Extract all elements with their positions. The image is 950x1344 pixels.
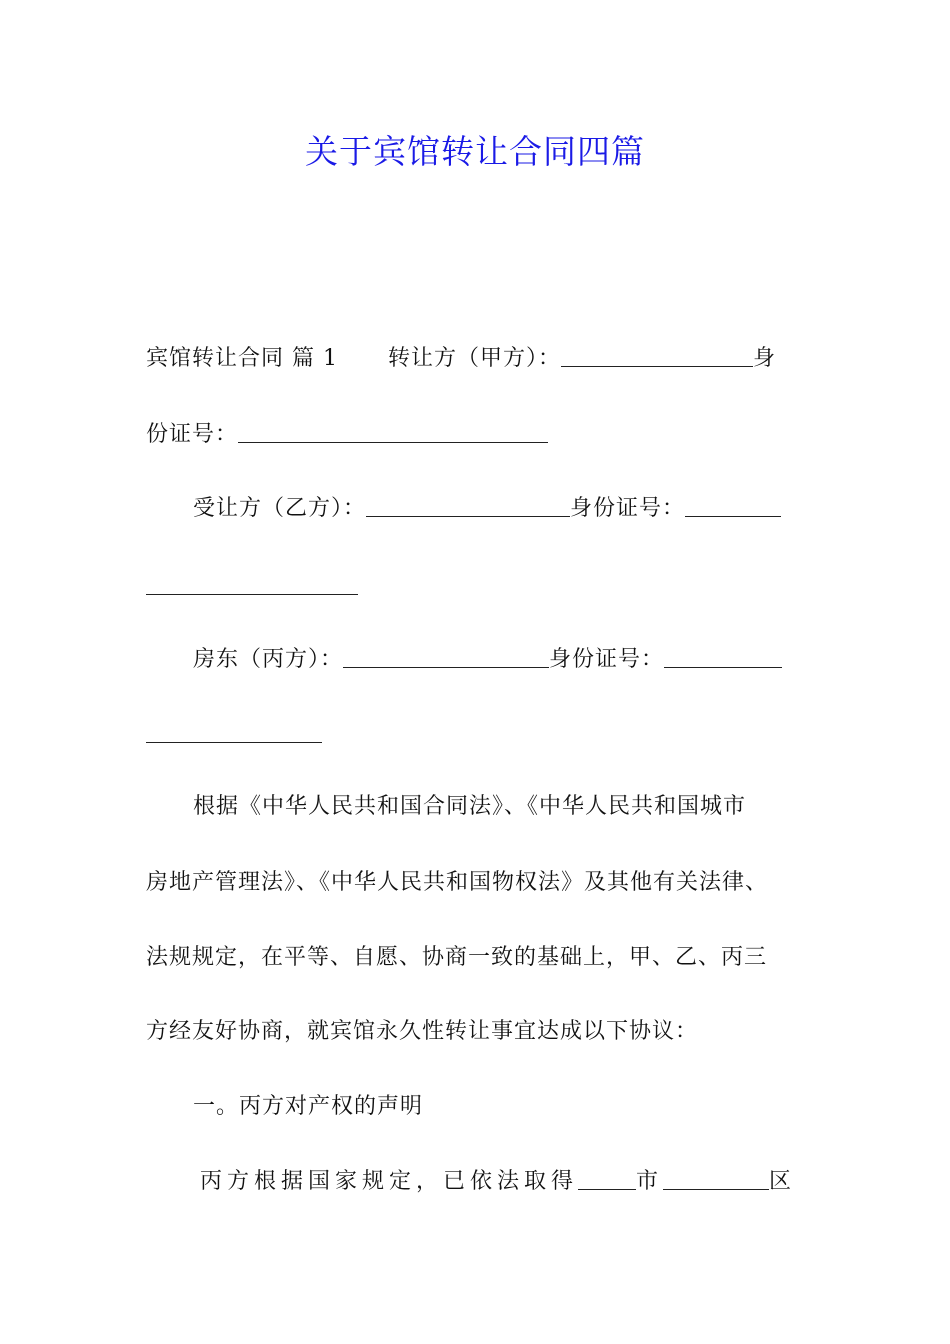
id-prefix: 身 xyxy=(753,346,777,371)
city-blank xyxy=(578,1167,636,1190)
district-blank xyxy=(663,1167,769,1190)
landlord-id-blank xyxy=(664,645,782,668)
transferor-name-blank xyxy=(561,344,753,367)
paragraph-line-1: 根据《中华人民共和国合同法》、《中华人民共和国城市 xyxy=(193,794,747,819)
transferee-id-blank-continued xyxy=(146,593,358,595)
transferor-id-line xyxy=(146,418,548,452)
paragraph-line-3: 法规规定，在平等、自愿、协商一致的基础上，甲、乙、丙三 xyxy=(146,945,768,970)
transferor-line xyxy=(146,342,776,376)
district-label: 区 xyxy=(769,1169,797,1194)
contract-heading: 宾馆转让合同 篇 1 xyxy=(146,346,338,371)
document-title: 关于宾馆转让合同四篇 xyxy=(305,132,645,171)
landlord-id-blank-continued xyxy=(146,741,322,743)
landlord-name-blank xyxy=(343,645,549,668)
city-label: 市 xyxy=(636,1169,664,1194)
paragraph-line-2: 房地产管理法》、《中华人民共和国物权法》及其他有关法律、 xyxy=(146,870,769,895)
transferee-line xyxy=(193,492,781,526)
transferor-id-label: 份证号： xyxy=(146,422,239,447)
property-text: 丙方根据国家规定，已依法取得 xyxy=(200,1169,579,1194)
transferee-id-blank xyxy=(685,494,781,517)
transferee-label: 受让方（乙方）： xyxy=(193,496,367,521)
landlord-id-label: 身份证号： xyxy=(549,647,665,672)
landlord-label: 房东（丙方）： xyxy=(193,647,344,672)
transferor-label: 转让方（甲方）： xyxy=(387,346,561,371)
transferee-name-blank xyxy=(366,494,570,517)
section-heading: 一。丙方对产权的声明 xyxy=(193,1094,424,1119)
transferor-id-blank xyxy=(238,420,548,443)
landlord-line xyxy=(193,643,782,677)
property-line xyxy=(200,1165,796,1199)
transferee-id-label: 身份证号： xyxy=(570,496,686,521)
paragraph-line-4: 方经友好协商，就宾馆永久性转让事宜达成以下协议： xyxy=(146,1019,699,1044)
